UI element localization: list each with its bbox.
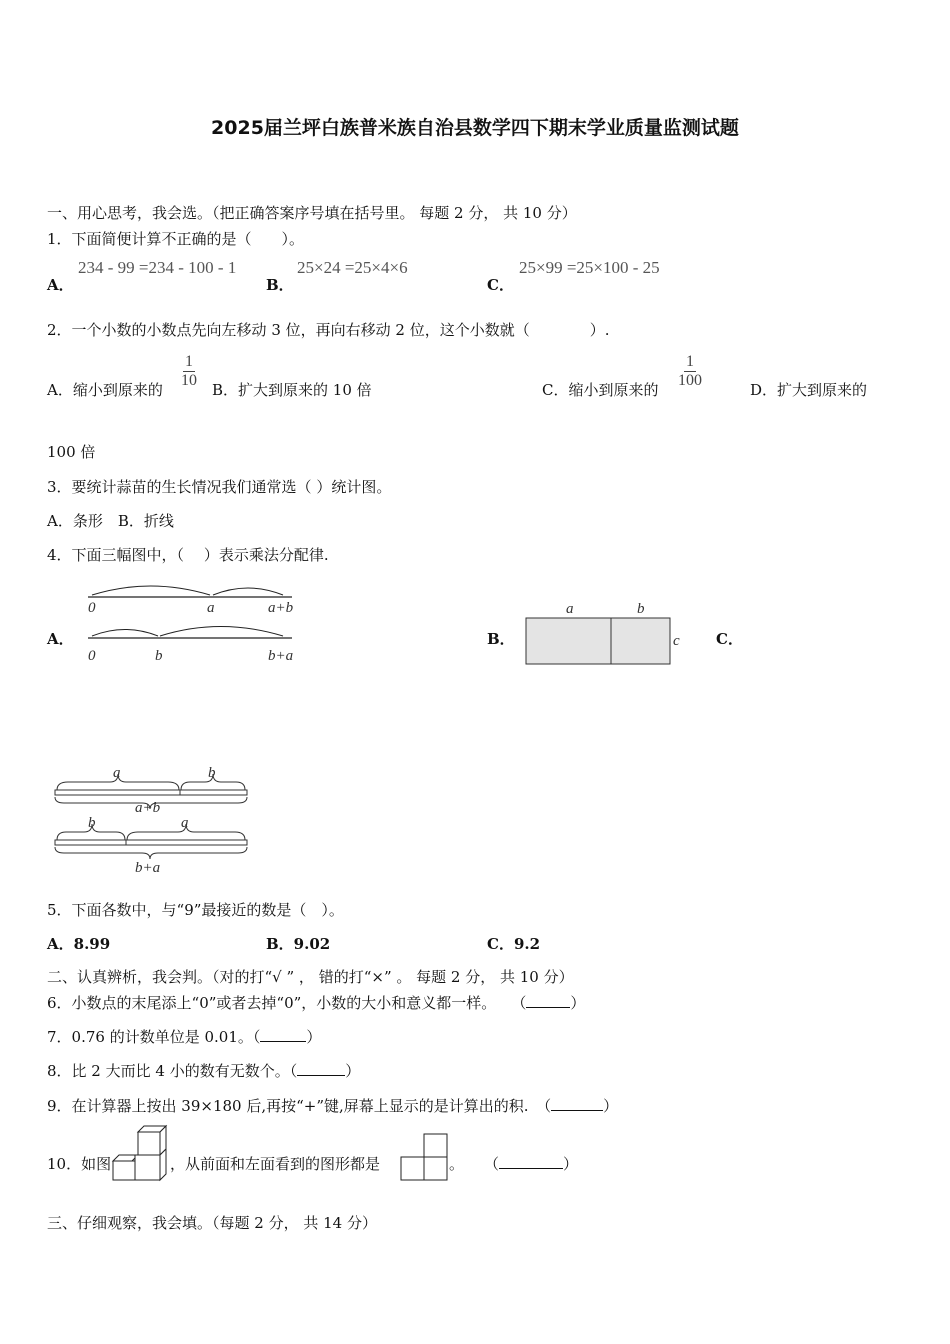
q6-paren-close: ） [570,994,586,1012]
q10-paren-close: ） [563,1155,579,1173]
q2-option-c-fraction [678,353,702,390]
q2-c-numerator: 1 [686,353,694,370]
section-3-heading: 三、仔细观察，我会填。（每题 2 分， 共 14 分） [47,1214,377,1232]
q5-option-a: A．8.99 [47,935,111,953]
q4-option-a-label: A． [47,630,74,648]
fig-b-a: a [566,601,574,617]
fig-a-b-plus-a: b+a [268,648,294,664]
question-8 [47,1060,360,1081]
q7-answer-blank[interactable] [260,1027,306,1042]
fig-c-a-plus-b: a+b [135,800,161,816]
q7-paren-open: （ [252,1028,261,1046]
q10-paren-open: （ [484,1155,500,1173]
fig-b-c: c [673,633,680,649]
question-4-stem: 4．下面三幅图中，（ ）表示乘法分配律. [47,546,329,564]
q9-paren-close: ） [603,1097,619,1115]
q8-paren-open: （ [289,1062,298,1080]
fig-c-b-bottom: b [88,815,96,831]
fig-a-a: a [207,600,215,616]
q2-a-denominator: 10 [181,372,197,389]
q10-answer-blank[interactable] [499,1154,563,1169]
q8-answer-blank[interactable] [297,1061,345,1076]
question-3-stem: 3．要统计蒜苗的生长情况我们通常选（ ）统计图。 [47,478,392,496]
q9-answer-blank[interactable] [551,1096,603,1111]
q4-figure-c-segments [50,760,255,880]
q1-option-b-expression: 25×24 =25×4×6 [297,258,408,277]
page-title: 2025届兰坪白族普米族自治县数学四下期末学业质量监测试题 [211,117,739,139]
fig-c-a-bottom: a [181,815,189,831]
q10-text-pre: 10．如图 [47,1155,112,1173]
q2-a-numerator: 1 [185,353,193,370]
question-2-stem: 2．一个小数的小数点先向左移动 3 位，再向右移动 2 位，这个小数就（ ）. [47,321,610,339]
q2-option-a-fraction [181,353,197,390]
fig-a-b: b [155,648,163,664]
section-2-heading: 二、认真辨析，我会判。（对的打“√ ” ， 错的打“×” 。 每题 2 分， 共 10 分） [47,968,574,986]
q8-paren-close: ） [345,1062,361,1080]
q10-view-shape-figure [399,1132,449,1182]
q1-option-a-expression: 234 - 99 =234 - 100 - 1 [78,258,237,277]
question-7 [47,1026,321,1047]
question-1-stem: 1．下面简便计算不正确的是（ ）。 [47,230,305,248]
q2-option-a-text: A．缩小到原来的 [47,381,163,399]
q9-text: 9．在计算器上按出 39×180 后,再按“+”键,屏幕上显示的是计算出的积. [47,1097,529,1115]
q9-paren-open: （ [536,1097,552,1115]
q5-option-c: C．9.2 [487,935,541,953]
q2-option-d-text: D．扩大到原来的 [750,381,868,399]
q2-option-c-text: C．缩小到原来的 [542,381,659,399]
fig-b-b: b [637,601,645,617]
q10-cube-stack-figure [110,1122,170,1184]
q4-figure-b-rectangle [520,598,690,670]
fig-c-b-top: b [208,765,216,781]
q6-paren-open: （ [511,994,527,1012]
q2-option-d-continued: 100 倍 [47,443,96,461]
fig-c-b-plus-a: b+a [135,860,161,876]
section-1-heading: 一、用心思考，我会选。（把正确答案序号填在括号里。 每题 2 分， 共 10 分） [47,204,577,222]
q10-text-mid: ，从前面和左面看到的图形都是 [170,1155,381,1173]
q1-option-b-label: B． [266,276,294,294]
q7-paren-close: ） [306,1028,322,1046]
q4-option-b-label: B． [487,630,515,648]
q4-figure-a-number-lines [80,575,310,667]
q10-answer [484,1153,578,1174]
q5-option-b: B．9.02 [266,935,331,953]
q7-text: 7．0.76 的计数单位是 0.01。 [47,1028,253,1046]
q10-text-post: 。 [449,1155,465,1173]
q1-option-a-label: A． [47,276,74,294]
question-6 [47,992,585,1013]
q1-option-c-expression: 25×99 =25×100 - 25 [519,258,660,277]
q1-option-c-label: C． [487,276,514,294]
q8-text: 8．比 2 大而比 4 小的数有无数个。 [47,1062,290,1080]
fig-a-zero-2: 0 [88,648,96,664]
q2-c-denominator: 100 [678,372,702,389]
q2-option-b-text: B．扩大到原来的 10 倍 [212,381,372,399]
q6-text: 6．小数点的末尾添上“0”或者去掉“0”，小数的大小和意义都一样。 [47,994,497,1012]
q6-answer-blank[interactable] [526,993,570,1008]
fig-a-zero-1: 0 [88,600,96,616]
question-5-stem: 5．下面各数中，与“9”最接近的数是（ ）。 [47,901,344,919]
q4-option-c-label: C． [716,630,743,648]
q3-options: A．条形 B．折线 [47,512,174,530]
question-9 [47,1095,618,1116]
fig-a-a-plus-b: a+b [268,600,294,616]
fig-c-a-top: a [113,765,121,781]
